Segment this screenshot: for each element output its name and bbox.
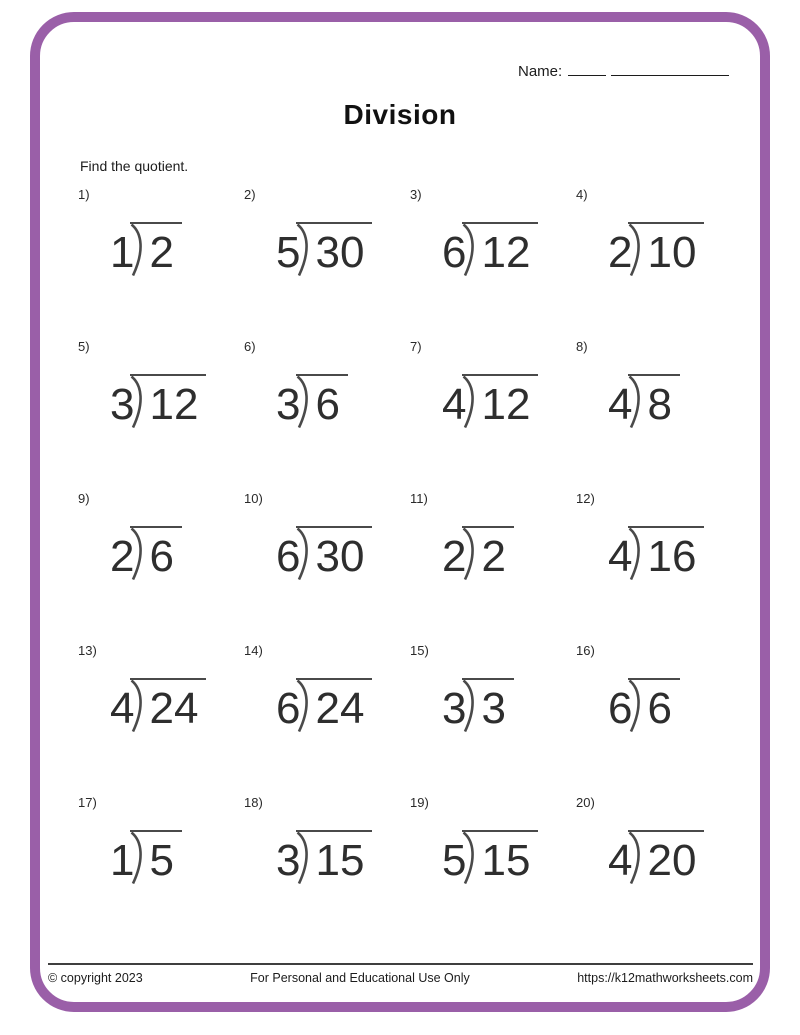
- problem-cell: [410, 791, 576, 943]
- division-problem: [276, 374, 348, 428]
- vinculum-bar: [462, 222, 538, 276]
- problem-dividend: 15: [315, 836, 365, 885]
- problem-number: 17): [78, 795, 97, 810]
- footer-url: https://k12mathworksheets.com: [577, 971, 753, 985]
- division-bracket-icon: [462, 832, 479, 884]
- vinculum-bar: [130, 526, 181, 580]
- division-bracket-icon: [462, 680, 479, 732]
- problem-number: 1): [78, 187, 90, 202]
- problem-cell: [244, 487, 410, 639]
- division-problem: [276, 830, 372, 884]
- vinculum-bar: [296, 374, 347, 428]
- division-bracket-icon: [130, 832, 147, 884]
- problem-divisor: 5: [276, 228, 301, 277]
- problem-divisor: 6: [276, 684, 301, 733]
- problem-divisor: 2: [608, 228, 633, 277]
- problem-divisor: 2: [442, 532, 467, 581]
- division-bracket-icon: [130, 680, 147, 732]
- problem-number: 20): [576, 795, 595, 810]
- problem-dividend: 6: [647, 684, 672, 733]
- vinculum-bar: [628, 526, 704, 580]
- vinculum-bar: [296, 526, 372, 580]
- problem-divisor: 6: [442, 228, 467, 277]
- problem-cell: [244, 335, 410, 487]
- problem-number: 3): [410, 187, 422, 202]
- problem-number: 5): [78, 339, 90, 354]
- problem-number: 6): [244, 339, 256, 354]
- division-problem: [608, 374, 680, 428]
- problem-number: 16): [576, 643, 595, 658]
- problem-number: 15): [410, 643, 429, 658]
- division-problem: [110, 678, 206, 732]
- problem-divisor: 1: [110, 228, 135, 277]
- problem-divisor: 3: [442, 684, 467, 733]
- division-bracket-icon: [628, 832, 645, 884]
- name-blank-line: [611, 60, 729, 76]
- problem-cell: [78, 791, 244, 943]
- division-problem: [442, 830, 538, 884]
- division-problem: [110, 374, 206, 428]
- vinculum-bar: [130, 830, 181, 884]
- problem-number: 18): [244, 795, 263, 810]
- division-bracket-icon: [296, 376, 313, 428]
- problem-cell: [576, 183, 742, 335]
- footer-usage-note: For Personal and Educational Use Only: [250, 971, 470, 985]
- problem-cell: [410, 639, 576, 791]
- footer-copyright: © copyright 2023: [48, 971, 143, 985]
- problem-divisor: 6: [276, 532, 301, 581]
- problem-cell: [244, 183, 410, 335]
- name-blank-line: [568, 60, 606, 76]
- problem-number: 13): [78, 643, 97, 658]
- problem-dividend: 30: [315, 532, 365, 581]
- division-problem: [442, 526, 514, 580]
- problem-dividend: 5: [149, 836, 174, 885]
- vinculum-bar: [130, 678, 206, 732]
- problem-number: 19): [410, 795, 429, 810]
- problem-divisor: 5: [442, 836, 467, 885]
- footer: [48, 971, 753, 985]
- vinculum-bar: [628, 222, 704, 276]
- vinculum-bar: [462, 678, 513, 732]
- division-bracket-icon: [296, 680, 313, 732]
- division-bracket-icon: [462, 376, 479, 428]
- division-bracket-icon: [628, 528, 645, 580]
- problem-dividend: 20: [647, 836, 697, 885]
- vinculum-bar: [130, 374, 206, 428]
- problem-cell: [78, 639, 244, 791]
- problem-divisor: 2: [110, 532, 135, 581]
- problem-dividend: 12: [481, 380, 531, 429]
- vinculum-bar: [462, 526, 513, 580]
- division-problem: [110, 526, 182, 580]
- problem-number: 12): [576, 491, 595, 506]
- division-problem: [442, 374, 538, 428]
- problem-cell: [78, 335, 244, 487]
- division-bracket-icon: [296, 832, 313, 884]
- division-problem: [110, 222, 182, 276]
- problem-divisor: 4: [110, 684, 135, 733]
- problem-divisor: 3: [110, 380, 135, 429]
- problem-divisor: 6: [608, 684, 633, 733]
- name-block: [518, 60, 729, 80]
- vinculum-bar: [296, 222, 372, 276]
- problem-cell: [576, 335, 742, 487]
- problem-divisor: 3: [276, 836, 301, 885]
- vinculum-bar: [130, 222, 181, 276]
- problem-dividend: 15: [481, 836, 531, 885]
- problem-cell: [78, 487, 244, 639]
- problem-dividend: 16: [647, 532, 697, 581]
- problem-dividend: 12: [149, 380, 199, 429]
- vinculum-bar: [628, 830, 704, 884]
- problem-divisor: 4: [608, 380, 633, 429]
- problem-cell: [576, 487, 742, 639]
- division-bracket-icon: [462, 224, 479, 276]
- problem-dividend: 24: [149, 684, 199, 733]
- division-problem: [442, 222, 538, 276]
- problem-cell: [244, 639, 410, 791]
- instruction-text: Find the quotient.: [80, 158, 189, 174]
- problem-dividend: 10: [647, 228, 697, 277]
- problem-number: 4): [576, 187, 588, 202]
- division-bracket-icon: [628, 680, 645, 732]
- vinculum-bar: [296, 830, 372, 884]
- division-problem: [276, 526, 372, 580]
- vinculum-bar: [462, 374, 538, 428]
- division-problem: [608, 526, 704, 580]
- division-problem: [110, 830, 182, 884]
- division-bracket-icon: [462, 528, 479, 580]
- division-bracket-icon: [296, 224, 313, 276]
- problem-number: 14): [244, 643, 263, 658]
- problem-dividend: 2: [149, 228, 174, 277]
- vinculum-bar: [296, 678, 372, 732]
- problem-dividend: 12: [481, 228, 531, 277]
- problem-cell: [410, 183, 576, 335]
- division-problem: [608, 678, 680, 732]
- problem-cell: [576, 639, 742, 791]
- division-problem: [276, 222, 372, 276]
- problem-cell: [244, 791, 410, 943]
- division-bracket-icon: [628, 224, 645, 276]
- problem-number: 11): [410, 491, 428, 506]
- problem-dividend: 30: [315, 228, 365, 277]
- name-label: Name:: [518, 63, 563, 80]
- problem-divisor: 4: [442, 380, 467, 429]
- division-problem: [276, 678, 372, 732]
- problems-grid: [78, 183, 742, 943]
- division-bracket-icon: [130, 528, 147, 580]
- vinculum-bar: [628, 374, 679, 428]
- problem-divisor: 1: [110, 836, 135, 885]
- problem-cell: [78, 183, 244, 335]
- problem-dividend: 6: [149, 532, 174, 581]
- division-problem: [608, 830, 704, 884]
- problem-number: 8): [576, 339, 588, 354]
- problem-dividend: 3: [481, 684, 506, 733]
- problem-dividend: 24: [315, 684, 365, 733]
- division-bracket-icon: [296, 528, 313, 580]
- problem-dividend: 8: [647, 380, 672, 429]
- footer-divider: [48, 963, 753, 965]
- problem-cell: [576, 791, 742, 943]
- problem-number: 9): [78, 491, 90, 506]
- problem-divisor: 4: [608, 532, 633, 581]
- problem-number: 2): [244, 187, 256, 202]
- vinculum-bar: [462, 830, 538, 884]
- problem-dividend: 2: [481, 532, 506, 581]
- problem-number: 7): [410, 339, 422, 354]
- vinculum-bar: [628, 678, 679, 732]
- division-problem: [442, 678, 514, 732]
- problem-cell: [410, 335, 576, 487]
- page-title: Division: [343, 99, 457, 130]
- division-bracket-icon: [130, 376, 147, 428]
- problem-divisor: 4: [608, 836, 633, 885]
- problem-divisor: 3: [276, 380, 301, 429]
- problem-cell: [410, 487, 576, 639]
- division-bracket-icon: [130, 224, 147, 276]
- problem-dividend: 6: [315, 380, 340, 429]
- division-problem: [608, 222, 704, 276]
- division-bracket-icon: [628, 376, 645, 428]
- problem-number: 10): [244, 491, 263, 506]
